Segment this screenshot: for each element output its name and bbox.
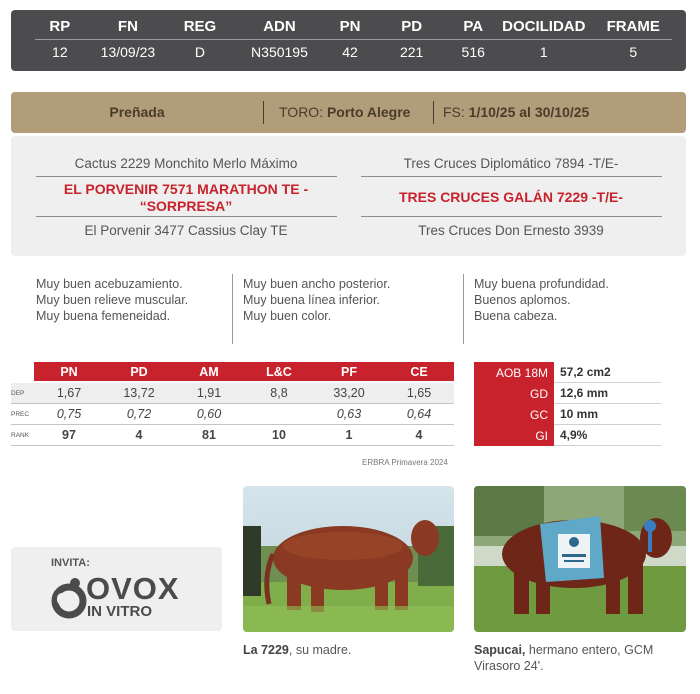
epd-header: PF [341,364,357,379]
epd-value: 81 [202,428,216,442]
divider [263,101,264,124]
bull-info [279,104,410,120]
carcass-row [474,362,661,383]
header-docilidad: DOCILIDAD [502,18,586,35]
value-docilidad: 1 [539,44,548,60]
epd-value: 0,75 [56,407,82,421]
value-pd: 221 [399,44,424,60]
paternal-granddam: El Porvenir 3477 Cassius Clay TE [84,223,288,238]
epd-header: PN [60,364,78,379]
sire-name-line2: “SORPRESA” [139,198,233,214]
header-pd: PD [401,18,423,35]
carcass-row [474,383,661,404]
description-item: Muy buen relieve muscular. [36,293,189,307]
pregnancy-status: Preñada [109,104,165,120]
divider [463,274,464,344]
description-item: Buenos aplomos. [474,293,571,307]
description-item: Buena cabeza. [474,309,558,323]
value-pa: 516 [461,44,485,60]
sire-name-line1: EL PORVENIR 7571 MARATHON TE - [63,181,309,197]
animal-data-header-row [35,18,672,40]
divider [433,101,434,124]
bull-label: TORO: [279,104,324,120]
epd-dep-row [11,383,454,404]
epd-source: ERBRA Primavera 2024 [362,458,448,467]
epd-value: 10 [272,428,286,442]
header-pa: PA [463,18,484,35]
ovox-brand: OVOX [86,571,180,606]
ovox-logo-icon [51,575,87,619]
epd-header: AM [199,364,219,379]
epd-header: CE [410,364,428,379]
mother-photo [243,486,454,632]
mother-name: La 7229 [243,643,289,657]
carcass-key: GD [474,383,554,404]
header-fn: FN [117,18,138,35]
bull-name: Porto Alegre [326,104,411,120]
animal-data-table [11,10,686,71]
description-item: Muy buen color. [243,309,332,323]
description-col-1 [36,276,188,324]
invita-ovox-box [11,547,222,631]
mother-caption [243,642,351,658]
epd-value: 1,91 [196,386,222,400]
brother-caption-text: hermano entero, GCM [525,643,654,657]
divider [232,274,233,344]
epd-prec-row [11,404,454,425]
brother-photo [474,486,686,632]
maternal-granddam: Tres Cruces Don Ernesto 3939 [418,223,604,238]
divider [36,216,337,217]
header-frame: FRAME [606,18,660,35]
carcass-value: 57,2 cm2 [554,362,661,383]
epd-header: L&C [266,364,292,379]
header-adn: ADN [263,18,296,35]
description-item: Muy buena femeneidad. [36,309,171,323]
description-item: Muy buena línea inferior. [243,293,380,307]
epd-value: 8,8 [270,386,288,400]
service-date-range: 1/10/25 al 30/10/25 [468,104,590,120]
header-reg: REG [183,18,217,35]
epd-value [244,407,314,421]
epd-value: 1,65 [406,386,432,400]
description-col-3 [474,276,609,324]
epd-header-row [34,362,454,381]
value-reg: D [194,44,206,60]
carcass-row [474,425,661,446]
value-fn: 13/09/23 [100,44,156,60]
description-col-2 [243,276,390,324]
epd-value: 1,67 [56,386,82,400]
carcass-value: 4,9% [554,425,661,446]
carcass-row [474,404,661,425]
epd-value: 4 [415,428,423,442]
row-label: RANK [11,431,30,439]
maternal-grandsire: Tres Cruces Diplomático 7894 -T/E- [403,156,619,171]
epd-value: 0,60 [196,407,222,421]
description-item: Muy buena profundidad. [474,277,609,291]
epd-value: 13,72 [123,386,155,400]
animal-data-value-row [35,44,672,64]
epd-value: 4 [135,428,143,442]
description-item: Muy buen ancho posterior. [243,277,391,291]
epd-header: PD [130,364,148,379]
ovox-subtitle: IN VITRO [87,603,153,620]
brother-caption [474,642,653,674]
epd-value: 0,72 [126,407,152,421]
pregnancy-status-bar [11,92,686,133]
epd-value: 97 [62,428,76,442]
epd-value: 1 [345,428,353,442]
header-pn: PN [339,18,361,35]
value-adn: N350195 [251,44,308,60]
brother-name: Sapucai, [474,643,526,657]
brother-caption-line2: Virasoro 24'. [474,659,544,673]
sire-name [36,181,336,215]
mother-caption-text: , su madre. [288,643,352,657]
dam-name: TRES CRUCES GALÁN 7229 -T/E- [398,189,624,205]
divider [361,216,662,217]
carcass-value: 10 mm [554,404,661,425]
divider [361,176,662,177]
value-pn: 42 [342,44,358,60]
pedigree-box [11,136,686,256]
carcass-key: GI [474,425,554,446]
epd-value: 33,20 [333,386,365,400]
value-rp: 12 [52,44,68,60]
service-date-label: FS: [443,104,465,120]
epd-value: 0,63 [336,407,362,421]
row-label: DEP [11,389,25,397]
row-label: PREC [11,410,30,418]
service-date-info [443,104,589,120]
description-item: Muy buen acebuzamiento. [36,277,183,291]
paternal-grandsire: Cactus 2229 Monchito Merlo Máximo [74,156,298,171]
carcass-key: GC [474,404,554,425]
epd-rank-row [11,425,454,446]
header-rp: RP [49,18,71,35]
divider [36,176,337,177]
value-frame: 5 [629,44,638,60]
carcass-value: 12,6 mm [554,383,661,404]
epd-value: 0,64 [406,407,432,421]
carcass-key: AOB 18M [474,362,554,383]
invita-label: INVITA: [51,557,90,569]
